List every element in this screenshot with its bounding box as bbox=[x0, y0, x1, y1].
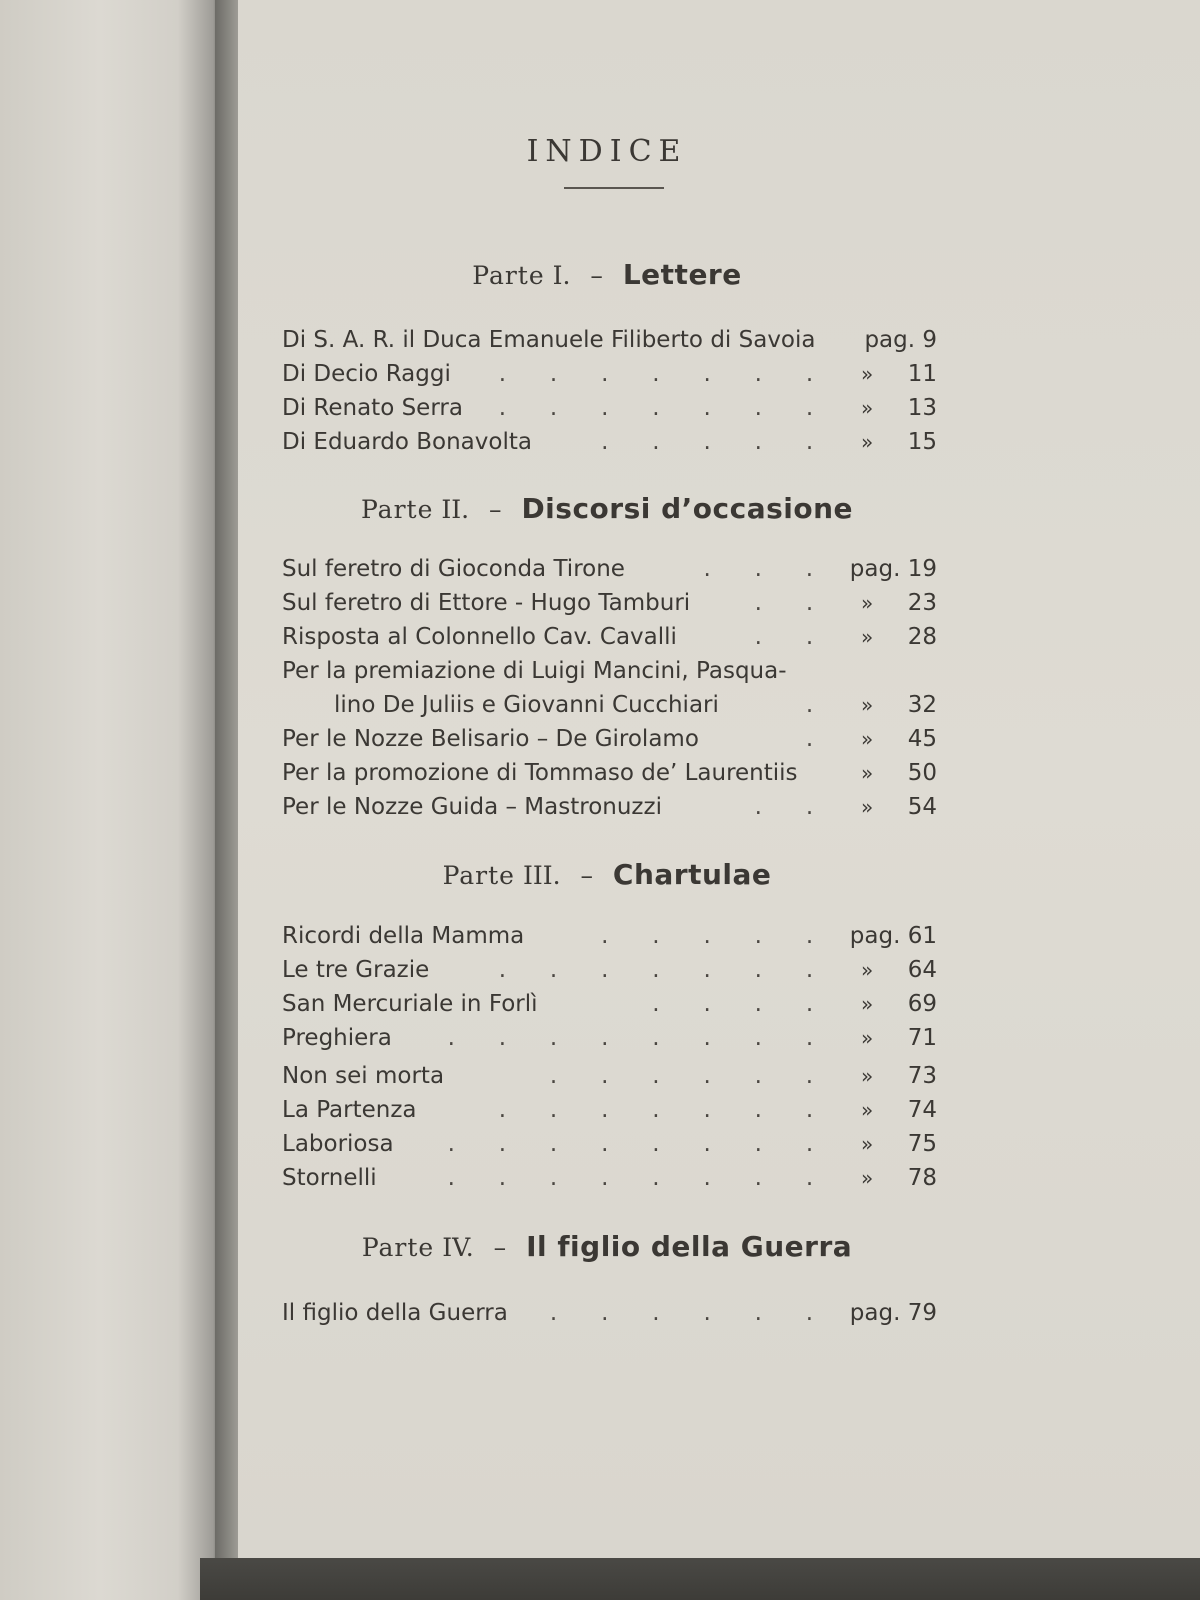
leader-dots: . . . . . . . bbox=[498, 361, 857, 387]
leader-dots: . bbox=[805, 692, 857, 718]
entry-page-number: 71 bbox=[907, 1025, 937, 1051]
part-dash: – bbox=[488, 495, 502, 524]
entry-page-number: 23 bbox=[907, 590, 937, 616]
part-dash: – bbox=[580, 861, 593, 890]
toc-entry[interactable] bbox=[282, 794, 937, 827]
entry-page-number: 75 bbox=[907, 1131, 937, 1157]
entry-title: Laboriosa bbox=[282, 1131, 394, 1157]
toc-entry[interactable] bbox=[282, 1300, 937, 1333]
entry-page-number: 13 bbox=[907, 395, 937, 421]
toc-entry[interactable] bbox=[282, 957, 937, 990]
ditto-mark: » bbox=[861, 795, 874, 819]
entry-page-number: 50 bbox=[907, 760, 937, 786]
entry-page-number: 61 bbox=[907, 923, 937, 949]
ditto-mark: » bbox=[861, 1064, 874, 1088]
entry-title: Di Eduardo Bonavolta bbox=[282, 429, 532, 455]
part-heading-2 bbox=[238, 492, 976, 525]
entry-title: Stornelli bbox=[282, 1165, 377, 1191]
leader-dots: . . . . . . bbox=[549, 1300, 857, 1326]
leader-dots: . . . . . bbox=[601, 429, 857, 455]
ditto-mark: » bbox=[861, 761, 874, 785]
toc-entry[interactable] bbox=[282, 556, 937, 589]
entry-title: San Mercuriale in Forlì bbox=[282, 991, 538, 1017]
part-numeral: IV. bbox=[442, 1233, 474, 1262]
entry-pag-label: pag. bbox=[849, 556, 901, 582]
title-underline bbox=[564, 187, 664, 189]
entry-page-number: 19 bbox=[907, 556, 937, 582]
ditto-mark: » bbox=[861, 958, 874, 982]
leader-dots: . . . . . . . bbox=[498, 957, 857, 983]
leader-dots: . . . bbox=[703, 556, 857, 582]
toc-entry[interactable] bbox=[282, 1025, 937, 1058]
ditto-mark: » bbox=[861, 591, 874, 615]
leader-dots: . bbox=[805, 726, 857, 752]
toc-entry[interactable] bbox=[282, 991, 937, 1024]
part-heading-4 bbox=[238, 1230, 976, 1263]
entry-page-number: 64 bbox=[907, 957, 937, 983]
part-heading-3 bbox=[238, 858, 976, 891]
entry-title: Il figlio della Guerra bbox=[282, 1300, 508, 1326]
book-spine-left-page bbox=[0, 0, 222, 1600]
entry-title: Sul feretro di Gioconda Tirone bbox=[282, 556, 625, 582]
toc-entry[interactable] bbox=[282, 327, 937, 360]
toc-entry[interactable] bbox=[282, 395, 937, 428]
entry-page-number: 74 bbox=[907, 1097, 937, 1123]
entry-title: Preghiera bbox=[282, 1025, 392, 1051]
entry-page-number: 32 bbox=[907, 692, 937, 718]
ditto-mark: » bbox=[861, 1166, 874, 1190]
ditto-mark: » bbox=[861, 1098, 874, 1122]
leader-dots: . . . . . . bbox=[549, 1063, 857, 1089]
entry-title: Per la premiazione di Luigi Mancini, Pasqua- bbox=[282, 658, 787, 684]
part-label: Parte bbox=[361, 1233, 435, 1262]
entry-page-number: 11 bbox=[907, 361, 937, 387]
page-title: INDICE bbox=[526, 134, 688, 169]
entry-page-number: 69 bbox=[907, 991, 937, 1017]
toc-entry[interactable] bbox=[282, 1097, 937, 1130]
part-dash: – bbox=[590, 261, 603, 290]
leader-dots: . . . . bbox=[652, 991, 857, 1017]
leader-dots: . . . . . . . . bbox=[447, 1131, 857, 1157]
ditto-mark: » bbox=[861, 693, 874, 717]
entry-page-number: 73 bbox=[907, 1063, 937, 1089]
toc-entry[interactable] bbox=[282, 1063, 937, 1096]
leader-dots: . . bbox=[754, 794, 857, 820]
part-title: Il figlio della Guerra bbox=[526, 1230, 853, 1263]
toc-entry[interactable] bbox=[282, 624, 937, 657]
part-title: Discorsi d’occasione bbox=[521, 492, 854, 525]
entry-page-number: 79 bbox=[907, 1300, 937, 1326]
entry-title-continuation: lino De Juliis e Giovanni Cucchiari bbox=[334, 692, 719, 718]
entry-page-number: 28 bbox=[907, 624, 937, 650]
part-numeral: III. bbox=[522, 861, 561, 890]
entry-title: Di Renato Serra bbox=[282, 395, 463, 421]
leader-dots: . . . . . bbox=[601, 923, 857, 949]
entry-title: Sul feretro di Ettore - Hugo Tamburi bbox=[282, 590, 691, 616]
ditto-mark: » bbox=[861, 396, 874, 420]
part-numeral: I. bbox=[552, 261, 571, 290]
part-numeral: II. bbox=[441, 495, 470, 524]
leader-dots: . . . . . . . . bbox=[447, 1165, 857, 1191]
ditto-mark: » bbox=[861, 727, 874, 751]
entry-page-number: 15 bbox=[907, 429, 937, 455]
leader-dots: . . . . . . . bbox=[498, 1097, 857, 1123]
toc-entry[interactable] bbox=[282, 726, 937, 759]
part-title: Chartulae bbox=[612, 858, 772, 891]
entry-pag-label: pag. bbox=[849, 923, 901, 949]
toc-entry[interactable] bbox=[282, 361, 937, 394]
entry-title: Per la promozione di Tommaso de’ Laurentiis bbox=[282, 760, 798, 786]
part-label: Parte bbox=[360, 495, 434, 524]
part-heading-1 bbox=[238, 258, 976, 291]
entry-title: Per le Nozze Belisario – De Girolamo bbox=[282, 726, 699, 752]
ditto-mark: » bbox=[861, 362, 874, 386]
entry-pag-label: pag. bbox=[864, 327, 916, 353]
index-page bbox=[238, 0, 1200, 1560]
part-dash: – bbox=[493, 1233, 507, 1262]
entry-page-number: 9 bbox=[922, 327, 937, 353]
ditto-mark: » bbox=[861, 625, 874, 649]
entry-title: Risposta al Colonnello Cav. Cavalli bbox=[282, 624, 677, 650]
page-bottom-shadow bbox=[200, 1558, 1200, 1600]
leader-dots: . . bbox=[754, 624, 857, 650]
toc-entry[interactable] bbox=[282, 590, 937, 623]
entry-title: Di Decio Raggi bbox=[282, 361, 451, 387]
entry-page-number: 45 bbox=[907, 726, 937, 752]
ditto-mark: » bbox=[861, 430, 874, 454]
part-title: Lettere bbox=[622, 258, 742, 291]
toc-entry[interactable] bbox=[282, 760, 937, 793]
entry-page-number: 54 bbox=[907, 794, 937, 820]
leader-dots: . . bbox=[754, 590, 857, 616]
entry-title: Non sei morta bbox=[282, 1063, 445, 1089]
part-label: Parte bbox=[472, 261, 545, 290]
toc-entry[interactable] bbox=[282, 1131, 937, 1164]
toc-entry[interactable] bbox=[282, 1165, 937, 1198]
leader-dots: . . . . . . . . bbox=[447, 1025, 857, 1051]
leader-dots: . . . . . . . bbox=[498, 395, 857, 421]
entry-page-number: 78 bbox=[907, 1165, 937, 1191]
entry-title: Di S. A. R. il Duca Emanuele Filiberto di Savoia bbox=[282, 327, 816, 353]
entry-title: Le tre Grazie bbox=[282, 957, 430, 983]
entry-title: Ricordi della Mamma bbox=[282, 923, 525, 949]
toc-entry[interactable] bbox=[282, 923, 937, 956]
toc-entry[interactable] bbox=[282, 429, 937, 462]
entry-title: Per le Nozze Guida – Mastronuzzi bbox=[282, 794, 662, 820]
entry-title: La Partenza bbox=[282, 1097, 417, 1123]
entry-pag-label: pag. bbox=[849, 1300, 901, 1326]
toc-entry-continuation[interactable] bbox=[282, 692, 937, 725]
part-label: Parte bbox=[442, 861, 515, 890]
ditto-mark: » bbox=[861, 992, 874, 1016]
ditto-mark: » bbox=[861, 1026, 874, 1050]
ditto-mark: » bbox=[861, 1132, 874, 1156]
toc-entry[interactable] bbox=[282, 658, 937, 691]
